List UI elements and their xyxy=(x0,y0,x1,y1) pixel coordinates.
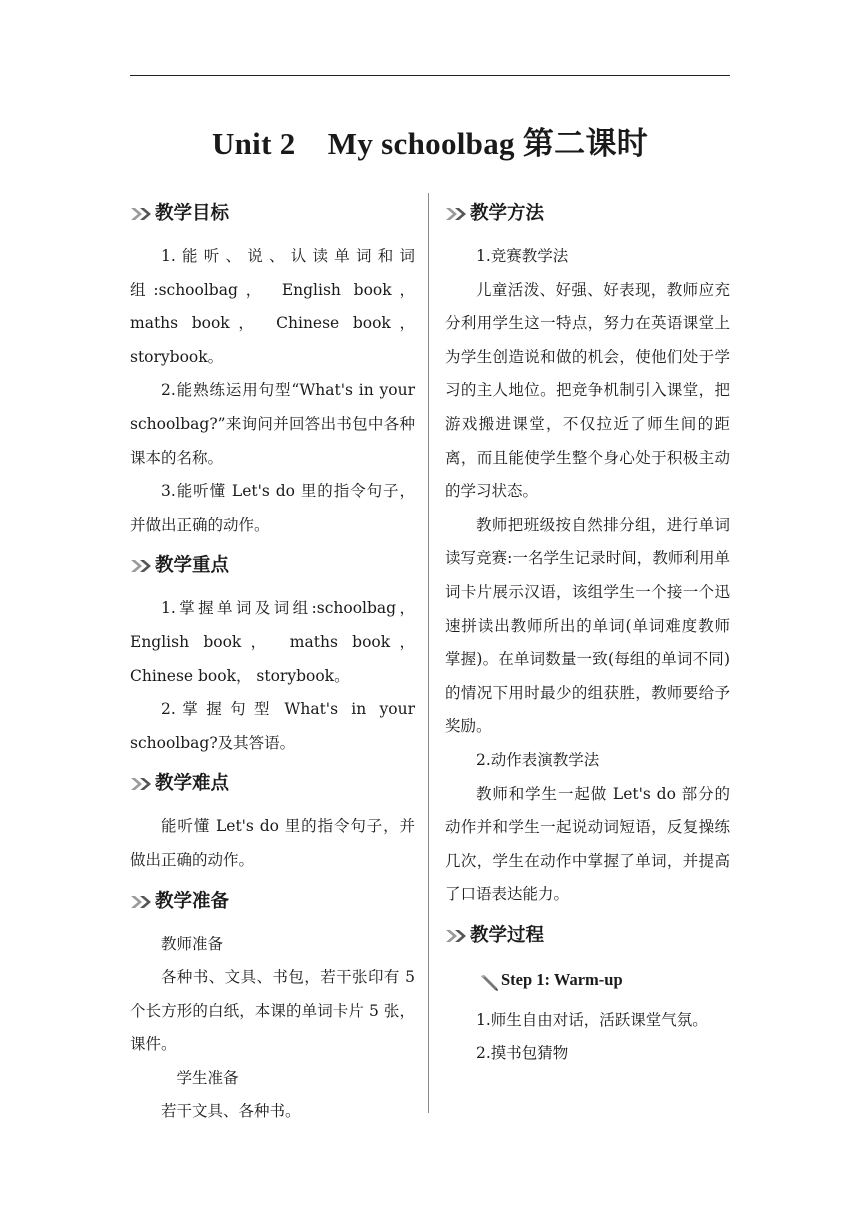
left-column xyxy=(130,198,420,1129)
double-chevron-icon xyxy=(130,207,154,221)
double-chevron-icon xyxy=(445,929,469,943)
section-heading-goals xyxy=(130,198,415,230)
heading-label: 教学方法 xyxy=(470,203,545,224)
section-heading-preparation xyxy=(130,886,415,918)
key-point-item-2: 2. 掌 握 句 型 What's in your schoolbag?及其答语。 xyxy=(130,700,420,752)
pencil-icon xyxy=(479,970,499,990)
student-prep-label: 学生准备 xyxy=(176,1068,239,1087)
process-item-2: 2.摸书包猜物 xyxy=(476,1044,569,1063)
section-heading-process xyxy=(445,920,730,952)
right-column xyxy=(445,198,730,1071)
goal-item-3: 3.能听懂 Let's do 里的指令句子，并做出正确的动作。 xyxy=(130,482,415,534)
method-2-title: 2.动作表演教学法 xyxy=(476,750,600,769)
section-heading-key-points xyxy=(130,550,415,582)
top-rule xyxy=(130,75,730,76)
step-1-heading xyxy=(479,962,730,998)
process-item-1: 1.师生自由对话，活跃课堂气氛。 xyxy=(476,1010,708,1029)
method-1-paragraph-2: 教师把班级按自然排分组，进行单词读写竞赛:一名学生记录时间，教师利用单词卡片展示汉语，该组学生一个接一个迅速拼读出教师所出的单词(单词难度教师掌握)。在单词数量一致(每组的单词不同)的情况下用时最少的组获胜，教师要给予奖励。 xyxy=(445,515,730,736)
goal-item-2: 2.能熟练运用句型“What's in your schoolbag?”来询问并回答出书包中各种课本的名称。 xyxy=(130,381,415,467)
double-chevron-icon xyxy=(130,777,154,791)
heading-label: 教学重点 xyxy=(155,555,230,577)
key-point-item-1: 1.掌握单词及词组:schoolbag， English book， maths book， Chinese book， storybook。 xyxy=(130,599,415,685)
double-chevron-icon xyxy=(130,895,154,909)
difficulty-item-1: 能听懂 Let's do 里的指令句子，并做出正确的动作。 xyxy=(130,817,415,869)
heading-label: 教学目标 xyxy=(155,203,230,224)
goal-item-1: 1.能听、说、认读单词和词组:schoolbag， English book， maths book， Chinese book， storybook。 xyxy=(130,247,415,366)
method-1-title: 1.竞赛教学法 xyxy=(476,247,569,265)
heading-label: 教学过程 xyxy=(470,924,545,946)
column-divider xyxy=(428,193,429,1113)
method-2-paragraph-1: 教师和学生一起做 Let's do 部分的动作并和学生一起说动词短语，反复操练几次，学生在动作中掌握了单词，并提高了口语表达能力。 xyxy=(445,784,730,904)
section-heading-methods xyxy=(445,198,730,230)
heading-label: 教学难点 xyxy=(155,773,230,795)
heading-label: 教学准备 xyxy=(155,890,230,912)
double-chevron-icon xyxy=(130,559,154,573)
teacher-prep-text: 各种书、文具、书包，若干张印有 5 个长方形的白纸，本课的单词卡片 5 张，课件。 xyxy=(130,968,415,1054)
page-title: Unit 2 My schoolbag 第二课时 xyxy=(211,126,649,161)
teacher-prep-label: 教师准备 xyxy=(161,934,224,953)
section-heading-difficulties xyxy=(130,768,415,800)
student-prep-text: 若干文具、各种书。 xyxy=(161,1102,301,1121)
step-1-label: Step 1: Warm-up xyxy=(501,969,623,989)
double-chevron-icon xyxy=(445,207,469,221)
method-1-paragraph-1: 儿童活泼、好强、好表现，教师应充分利用学生这一特点，努力在英语课堂上为学生创造说和做的机会，使他们处于学习的主人地位。把竞争机制引入课堂，把游戏搬进课堂，不仅拉近了师生间的距离，而且能使学生整个身心处于积极主动的学习状态。 xyxy=(445,280,730,501)
